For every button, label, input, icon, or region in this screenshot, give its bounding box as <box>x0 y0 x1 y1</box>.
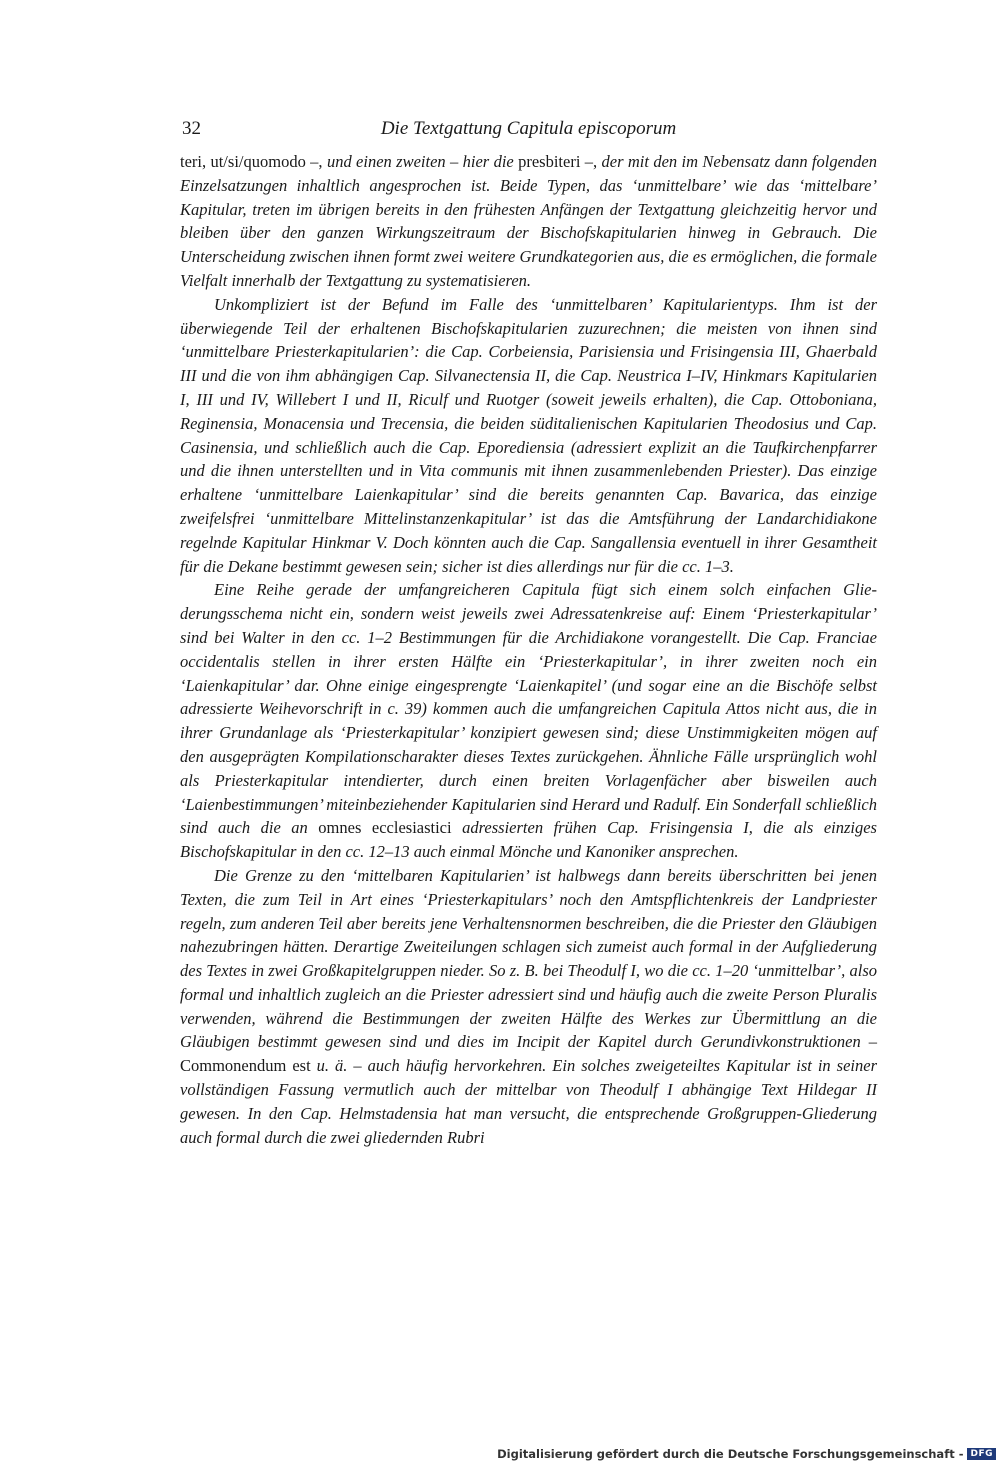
body-text <box>180 150 877 1149</box>
paragraph <box>180 293 877 579</box>
page-number: 32 <box>182 118 201 139</box>
italic-text-run: u. ä. – auch häufig hervorkehren. Ein solches zweigeteiltes Kapitular ist in seiner vollständigen Fassung vermutlich auch der mittelbar von Theodulf I abhängige Text Hildegar II gewesen. In den Cap. Helmstadensia hat man versucht, die entsprechende Großgruppen-Gliederung auch formal durch die zwei gliedernden Rubri <box>180 1056 877 1147</box>
paragraph <box>180 864 877 1150</box>
credit-text: Digitalisierung gefördert durch die Deutsche Forschungsgemeinschaft - <box>497 1447 964 1461</box>
page <box>180 110 877 1149</box>
italic-text-run: und einen zweiten – hier die <box>326 152 519 171</box>
italic-text-run: Die Grenze zu den ‘mittelbaren Kapitularien’ ist halbwegs dann bereits überschritten bei jenen Texten, die zum Teil in Art eines ‘Priesterkapitulars’ noch den Amtspflichtenkreis der Landpriester regeln, zum anderen Teil aber bereits jene Verhaltensnormen beschreiben, die die Priester den Gläubigen nahezubringen hätten. Derartige Zweiteilungen schlagen sich zumeist auch formal in der Aufgliederung des Textes in zwei Großkapitelgruppen nieder. So z. B. bei Theodulf I, wo die cc. 1–20 ‘unmittelbar’, also formal und inhaltlich zugleich an die Priester adressiert sind und häufig auch die zweite Person Pluralis verwenden, während die Bestimmungen der zweiten Hälfte des Werkes zur Übermittlung an die Gläubigen bestimmt gewesen sind und dies im Incipit der Kapitel durch Gerundivkonstruktionen – <box>180 865 877 1052</box>
italic-text-run: Unkompliziert ist der Befund im Falle des ‘unmittelbaren’ Kapitularientyps. Ihm ist der überwiegende Teil der erhaltenen Bischofskapitularien zuzurechnen; die meisten von ihnen sind ‘unmittelbare Priesterkapitularien’: die Cap. Corbeiensia, Parisiensia und Frisingensia III, Ghaerbald III und die von ihm abhängigen Cap. Silvanectensia II, die Cap. Neustrica I–IV, Hinkmars Kapitularien I, III und IV, Willebert I und II, Riculf und Ruotger (soweit jeweils erhalten), die Cap. Ottoboniana, Reginensia, Monacensia und Trecensia, die beiden süditalienischen Kapitularien Theodosius und Cap. Casinensia, und schließlich auch die Cap. Eporediensia (adressiert explizit an die Taufkirchenpfarrer und die ihnen unterstellten und in Vita communis mit ihnen zusammenlebenden Priester). Das einzige erhaltene ‘unmittelbare Laienkapitular’ sind die bereits genannten Cap. Bavarica, das einzige zweifelsfrei ‘unmittelbare Mittelinstanzenkapitular’ ist das die Amtsführung der Landarchidiakone regelnde Kapitular Hinkmar V. Doch könnten auch die Cap. Sangallensia eventuell in ihrer Gesamtheit für die Dekane bestimmt gewesen sein; sicher ist dies allerdings nur für die cc. 1–3. <box>180 294 877 576</box>
digitization-credit <box>497 1447 996 1461</box>
running-head <box>180 110 877 150</box>
roman-text-run: omnes ecclesiastici <box>318 818 452 838</box>
italic-text-run: adressierten frühen Cap. Frisingensia I, die als einziges Bischofskapitular in den cc. 12–13 auch einmal Mönche und Kanoniker ansprechen. <box>180 818 877 862</box>
dfg-logo: DFG <box>967 1448 996 1460</box>
paragraph <box>180 150 877 293</box>
running-title: Die Textgattung Capitula episcoporum <box>380 118 677 139</box>
roman-text-run: teri, ut/si/quomodo –, <box>180 152 327 171</box>
roman-text-run: presbiteri <box>518 152 581 171</box>
paragraph <box>180 578 877 864</box>
roman-text-run: –, <box>580 152 602 171</box>
italic-text-run: Eine Reihe gerade der umfangreicheren Capitula fügt sich einem solch einfachen Gliederungsschema nicht ein, sondern weist jeweils zwei Adressatenkreise auf: Einem ‘Priesterkapitular’ sind bei Walter in den cc. 1–2 Bestimmungen für die Archidiakone vorangestellt. Die Cap. Franciae occidentalis stellen in ihrer ersten Hälfte ein ‘Priesterkapitular’, in ihrer zweiten noch ein ‘Laienkapitular’ dar. Ohne einige eingesprengte ‘Laienkapitel’ (und sogar eine an die Bischöfe selbst adressierte Weihevorschrift in c. 39) kommen auch die umfangreichen Capitula Attos nicht aus, die in ihrer Grundanlage als ‘Priesterkapitular’ konzipiert gewesen sind; diese Unstimmigkeiten mögen auf den ausgeprägten Kompilationscharakter dieses Textes zurückgehen. Ähnliche Fälle ursprünglich wohl als Priesterkapitular intendierter, durch einen breiten Vorlagenfächer aber bisweilen auch ‘Laienbestimmungen’ miteinbeziehender Kapitularien sind Herard und Radulf. Ein Sonderfall schließlich sind auch die an <box>180 580 877 838</box>
roman-text-run: Commonendum est <box>180 1056 311 1076</box>
italic-text-run: der mit den im Nebensatz dann folgenden Einzelsatzungen inhaltlich angesprochen ist. Beide Typen, das ‘unmittelbare’ wie das ‘mittelbare’ Kapitular, treten im übrigen bereits in den frühesten Anfängen der Textgattung gleichzeitig hervor und bleiben über den ganzen Wirkungszeitraum der Bischofskapitularien hinweg in Gebrauch. Die Unterscheidung zwischen ihnen formt zwei weitere Grundkategorien aus, die es ermöglichen, die formale Vielfalt innerhalb der Textgattung zu systematisieren. <box>180 152 878 290</box>
